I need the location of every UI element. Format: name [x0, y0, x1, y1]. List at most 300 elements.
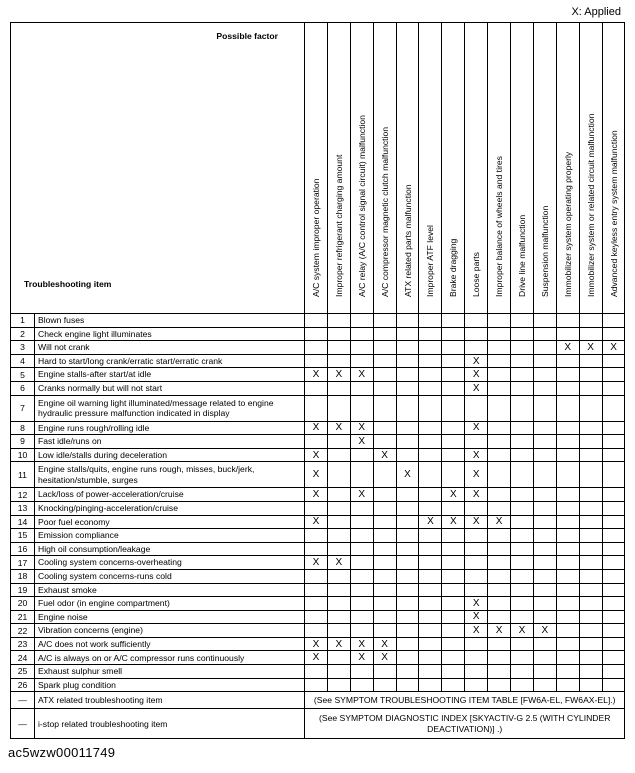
empty-cell: [488, 529, 511, 543]
empty-cell: [488, 678, 511, 692]
empty-cell: [533, 462, 556, 488]
row-number: 14: [11, 515, 35, 529]
empty-cell: [556, 448, 579, 462]
row-number: 17: [11, 556, 35, 570]
table-row: [11, 542, 625, 556]
factor-header-11: [533, 23, 556, 314]
empty-cell: [602, 583, 625, 597]
factor-label: Brake dragging: [448, 238, 459, 297]
empty-cell: [373, 488, 396, 502]
empty-cell: [419, 341, 442, 355]
empty-cell: [442, 651, 465, 665]
table-row: [11, 462, 625, 488]
empty-cell: [327, 327, 350, 341]
empty-cell: [579, 501, 602, 515]
empty-cell: [350, 448, 373, 462]
empty-cell: [373, 665, 396, 679]
empty-cell: [396, 314, 419, 328]
empty-cell: [465, 529, 488, 543]
row-number: 1: [11, 314, 35, 328]
empty-cell: [305, 381, 328, 395]
empty-cell: [305, 435, 328, 449]
empty-cell: [579, 314, 602, 328]
applied-mark: X: [305, 651, 328, 665]
empty-cell: [396, 529, 419, 543]
empty-cell: [327, 435, 350, 449]
empty-cell: [511, 651, 534, 665]
empty-cell: [419, 529, 442, 543]
factor-label: Improper ATF level: [425, 225, 436, 297]
table-row: [11, 488, 625, 502]
row-number: 8: [11, 421, 35, 435]
empty-cell: [442, 542, 465, 556]
empty-cell: [602, 395, 625, 421]
empty-cell: [602, 381, 625, 395]
empty-cell: [327, 488, 350, 502]
table-row: [11, 448, 625, 462]
table-row: [11, 435, 625, 449]
empty-cell: [579, 395, 602, 421]
empty-cell: [419, 327, 442, 341]
empty-cell: [396, 501, 419, 515]
factor-header-14: [602, 23, 625, 314]
empty-cell: [350, 542, 373, 556]
empty-cell: [305, 665, 328, 679]
empty-cell: [556, 569, 579, 583]
row-number: 10: [11, 448, 35, 462]
empty-cell: [327, 583, 350, 597]
row-number: 23: [11, 637, 35, 651]
row-item: Fast idle/runs on: [35, 435, 305, 449]
empty-cell: [533, 542, 556, 556]
empty-cell: [533, 556, 556, 570]
empty-cell: [579, 448, 602, 462]
image-code: ac5wzw00011749: [8, 745, 116, 760]
row-item: Check engine light illuminates: [35, 327, 305, 341]
empty-cell: [488, 651, 511, 665]
empty-cell: [396, 610, 419, 624]
row-item: Hard to start/long crank/erratic start/erratic crank: [35, 354, 305, 368]
factor-header-9: [488, 23, 511, 314]
empty-cell: [350, 341, 373, 355]
applied-mark: X: [396, 462, 419, 488]
empty-cell: [511, 327, 534, 341]
empty-cell: [533, 583, 556, 597]
row-item: Fuel odor (in engine compartment): [35, 597, 305, 611]
table-row: [11, 610, 625, 624]
empty-cell: [327, 569, 350, 583]
applied-mark: X: [465, 610, 488, 624]
row-item: Cooling system concerns-overheating: [35, 556, 305, 570]
empty-cell: [511, 637, 534, 651]
empty-cell: [602, 665, 625, 679]
empty-cell: [350, 665, 373, 679]
empty-cell: [350, 583, 373, 597]
empty-cell: [511, 381, 534, 395]
empty-cell: [442, 381, 465, 395]
empty-cell: [579, 678, 602, 692]
empty-cell: [511, 421, 534, 435]
empty-cell: [442, 421, 465, 435]
reference-link[interactable]: (See SYMPTOM DIAGNOSTIC INDEX [SKYACTIV-G 2.5 (WITH CYLINDER DEACTIVATION)] .): [305, 709, 625, 739]
empty-cell: [419, 354, 442, 368]
empty-cell: [533, 314, 556, 328]
empty-cell: [419, 678, 442, 692]
applied-mark: X: [350, 637, 373, 651]
empty-cell: [442, 341, 465, 355]
table-row: [11, 501, 625, 515]
empty-cell: [579, 624, 602, 638]
header-row: [11, 23, 625, 314]
row-item: A/C is always on or A/C compressor runs continuously: [35, 651, 305, 665]
empty-cell: [373, 327, 396, 341]
empty-cell: [533, 448, 556, 462]
empty-cell: [488, 354, 511, 368]
empty-cell: [511, 678, 534, 692]
empty-cell: [419, 610, 442, 624]
applied-mark: X: [305, 637, 328, 651]
row-item: Low idle/stalls during deceleration: [35, 448, 305, 462]
empty-cell: [602, 354, 625, 368]
empty-cell: [305, 354, 328, 368]
empty-cell: [556, 529, 579, 543]
empty-cell: [556, 435, 579, 449]
row-item: Knocking/pinging-acceleration/cruise: [35, 501, 305, 515]
empty-cell: [396, 381, 419, 395]
empty-cell: [396, 556, 419, 570]
row-item: Engine runs rough/rolling idle: [35, 421, 305, 435]
empty-cell: [373, 368, 396, 382]
row-number: 4: [11, 354, 35, 368]
applied-mark: X: [327, 368, 350, 382]
applied-mark: X: [350, 651, 373, 665]
empty-cell: [511, 501, 534, 515]
empty-cell: [579, 368, 602, 382]
empty-cell: [373, 610, 396, 624]
empty-cell: [602, 435, 625, 449]
empty-cell: [350, 462, 373, 488]
empty-cell: [465, 556, 488, 570]
empty-cell: [305, 341, 328, 355]
applied-mark: X: [305, 448, 328, 462]
empty-cell: [533, 569, 556, 583]
empty-cell: [442, 501, 465, 515]
row-number: 2: [11, 327, 35, 341]
empty-cell: [373, 354, 396, 368]
empty-cell: [488, 637, 511, 651]
empty-cell: [556, 637, 579, 651]
applied-mark: X: [465, 381, 488, 395]
table-row: [11, 314, 625, 328]
empty-cell: [305, 501, 328, 515]
empty-cell: [533, 421, 556, 435]
row-item: Cooling system concerns-runs cold: [35, 569, 305, 583]
empty-cell: [488, 421, 511, 435]
empty-cell: [465, 341, 488, 355]
row-number: 25: [11, 665, 35, 679]
empty-cell: [533, 651, 556, 665]
empty-cell: [602, 462, 625, 488]
factor-header-8: [465, 23, 488, 314]
empty-cell: [579, 529, 602, 543]
empty-cell: [419, 583, 442, 597]
empty-cell: [511, 597, 534, 611]
row-number: 15: [11, 529, 35, 543]
applied-mark: X: [602, 341, 625, 355]
empty-cell: [442, 448, 465, 462]
factor-label: Immobilizer system operating properly: [562, 151, 573, 297]
empty-cell: [327, 665, 350, 679]
empty-cell: [556, 395, 579, 421]
empty-cell: [327, 610, 350, 624]
applied-mark: X: [442, 488, 465, 502]
row-number: 9: [11, 435, 35, 449]
applied-mark: X: [511, 624, 534, 638]
empty-cell: [533, 488, 556, 502]
empty-cell: [488, 501, 511, 515]
empty-cell: [533, 637, 556, 651]
applied-mark: X: [442, 515, 465, 529]
applied-mark: X: [350, 435, 373, 449]
empty-cell: [327, 529, 350, 543]
row-item: Engine noise: [35, 610, 305, 624]
empty-cell: [511, 341, 534, 355]
empty-cell: [579, 665, 602, 679]
empty-cell: [488, 314, 511, 328]
empty-cell: [373, 678, 396, 692]
empty-cell: [602, 314, 625, 328]
row-number: 11: [11, 462, 35, 488]
empty-cell: [350, 395, 373, 421]
empty-cell: [350, 314, 373, 328]
reference-link[interactable]: (See SYMPTOM TROUBLESHOOTING ITEM TABLE [FW6A-EL, FW6AX-EL].): [305, 692, 625, 709]
empty-cell: [556, 354, 579, 368]
empty-cell: [350, 529, 373, 543]
empty-cell: [442, 665, 465, 679]
row-item: Engine stalls-after start/at idle: [35, 368, 305, 382]
applied-mark: X: [350, 421, 373, 435]
empty-cell: [556, 610, 579, 624]
empty-cell: [602, 678, 625, 692]
empty-cell: [579, 637, 602, 651]
table-row: [11, 529, 625, 543]
empty-cell: [442, 368, 465, 382]
table-row: [11, 665, 625, 679]
empty-cell: [419, 665, 442, 679]
row-number: 5: [11, 368, 35, 382]
factor-header-1: [305, 23, 328, 314]
note-row: [11, 692, 625, 709]
empty-cell: [419, 556, 442, 570]
factor-header-5: [396, 23, 419, 314]
row-number: 13: [11, 501, 35, 515]
row-number: 16: [11, 542, 35, 556]
empty-cell: [488, 488, 511, 502]
applied-mark: X: [327, 421, 350, 435]
table-row: [11, 637, 625, 651]
row-item: Engine stalls/quits, engine runs rough, misses, buck/jerk, hesitation/stumble, surges: [35, 462, 305, 488]
row-item: ATX related troubleshooting item: [35, 692, 305, 709]
empty-cell: [579, 421, 602, 435]
table-row: [11, 341, 625, 355]
empty-cell: [396, 515, 419, 529]
row-number: 20: [11, 597, 35, 611]
factor-header-13: [579, 23, 602, 314]
applied-mark: X: [305, 515, 328, 529]
applied-mark: X: [465, 597, 488, 611]
empty-cell: [579, 569, 602, 583]
applied-mark: X: [350, 488, 373, 502]
troubleshooting-table: [10, 22, 625, 739]
row-item: Blown fuses: [35, 314, 305, 328]
empty-cell: [556, 556, 579, 570]
empty-cell: [419, 448, 442, 462]
empty-cell: [602, 624, 625, 638]
empty-cell: [579, 435, 602, 449]
empty-cell: [373, 381, 396, 395]
empty-cell: [579, 381, 602, 395]
factor-header-3: [350, 23, 373, 314]
empty-cell: [465, 314, 488, 328]
factor-label: Suspension malfunction: [539, 205, 550, 297]
empty-cell: [465, 327, 488, 341]
empty-cell: [396, 368, 419, 382]
applied-mark: X: [305, 421, 328, 435]
row-item: Exhaust sulphur smell: [35, 665, 305, 679]
empty-cell: [373, 314, 396, 328]
applied-mark: X: [305, 368, 328, 382]
row-number: —: [11, 709, 35, 739]
empty-cell: [556, 515, 579, 529]
row-number: 12: [11, 488, 35, 502]
row-number: 22: [11, 624, 35, 638]
empty-cell: [465, 583, 488, 597]
empty-cell: [602, 529, 625, 543]
empty-cell: [511, 583, 534, 597]
applied-mark: X: [556, 341, 579, 355]
empty-cell: [556, 327, 579, 341]
empty-cell: [373, 515, 396, 529]
empty-cell: [419, 462, 442, 488]
table-row: [11, 368, 625, 382]
empty-cell: [442, 569, 465, 583]
empty-cell: [419, 624, 442, 638]
empty-cell: [373, 421, 396, 435]
empty-cell: [350, 381, 373, 395]
empty-cell: [350, 327, 373, 341]
empty-cell: [305, 395, 328, 421]
empty-cell: [602, 637, 625, 651]
applied-mark: X: [465, 624, 488, 638]
empty-cell: [488, 597, 511, 611]
empty-cell: [579, 488, 602, 502]
empty-cell: [533, 501, 556, 515]
empty-cell: [488, 381, 511, 395]
empty-cell: [511, 542, 534, 556]
empty-cell: [511, 462, 534, 488]
empty-cell: [396, 665, 419, 679]
table-row: [11, 395, 625, 421]
empty-cell: [533, 597, 556, 611]
empty-cell: [442, 354, 465, 368]
empty-cell: [488, 569, 511, 583]
empty-cell: [327, 354, 350, 368]
applied-mark: X: [305, 556, 328, 570]
empty-cell: [488, 327, 511, 341]
empty-cell: [373, 435, 396, 449]
empty-cell: [511, 368, 534, 382]
applied-mark: X: [465, 368, 488, 382]
empty-cell: [350, 556, 373, 570]
empty-cell: [419, 651, 442, 665]
row-item: A/C does not work sufficiently: [35, 637, 305, 651]
empty-cell: [373, 569, 396, 583]
table-row: [11, 515, 625, 529]
row-number: 18: [11, 569, 35, 583]
empty-cell: [373, 395, 396, 421]
empty-cell: [442, 583, 465, 597]
empty-cell: [533, 610, 556, 624]
empty-cell: [327, 678, 350, 692]
empty-cell: [327, 501, 350, 515]
empty-cell: [419, 488, 442, 502]
empty-cell: [602, 501, 625, 515]
factor-label: Advanced keyless entry system malfunction: [608, 130, 619, 297]
empty-cell: [419, 314, 442, 328]
empty-cell: [488, 583, 511, 597]
empty-cell: [327, 542, 350, 556]
empty-cell: [419, 395, 442, 421]
empty-cell: [602, 368, 625, 382]
empty-cell: [373, 529, 396, 543]
empty-cell: [396, 624, 419, 638]
empty-cell: [602, 515, 625, 529]
empty-cell: [396, 354, 419, 368]
empty-cell: [327, 381, 350, 395]
table-row: [11, 381, 625, 395]
empty-cell: [373, 542, 396, 556]
row-item: Emission compliance: [35, 529, 305, 543]
applied-mark: X: [373, 651, 396, 665]
empty-cell: [442, 395, 465, 421]
table-row: [11, 651, 625, 665]
applied-mark: X: [488, 624, 511, 638]
row-number: 19: [11, 583, 35, 597]
empty-cell: [305, 678, 328, 692]
row-item: Vibration concerns (engine): [35, 624, 305, 638]
factor-label: Loose parts: [471, 252, 482, 297]
table-row: [11, 597, 625, 611]
row-item: Cranks normally but will not start: [35, 381, 305, 395]
empty-cell: [533, 515, 556, 529]
table-row: [11, 569, 625, 583]
empty-cell: [511, 314, 534, 328]
row-item: Exhaust smoke: [35, 583, 305, 597]
empty-cell: [465, 395, 488, 421]
empty-cell: [350, 354, 373, 368]
empty-cell: [442, 610, 465, 624]
factor-header-6: [419, 23, 442, 314]
empty-cell: [327, 515, 350, 529]
table-row: [11, 327, 625, 341]
factor-label: Drive line malfunction: [516, 214, 527, 297]
empty-cell: [579, 556, 602, 570]
empty-cell: [488, 610, 511, 624]
empty-cell: [419, 381, 442, 395]
empty-cell: [556, 314, 579, 328]
empty-cell: [419, 637, 442, 651]
empty-cell: [442, 597, 465, 611]
